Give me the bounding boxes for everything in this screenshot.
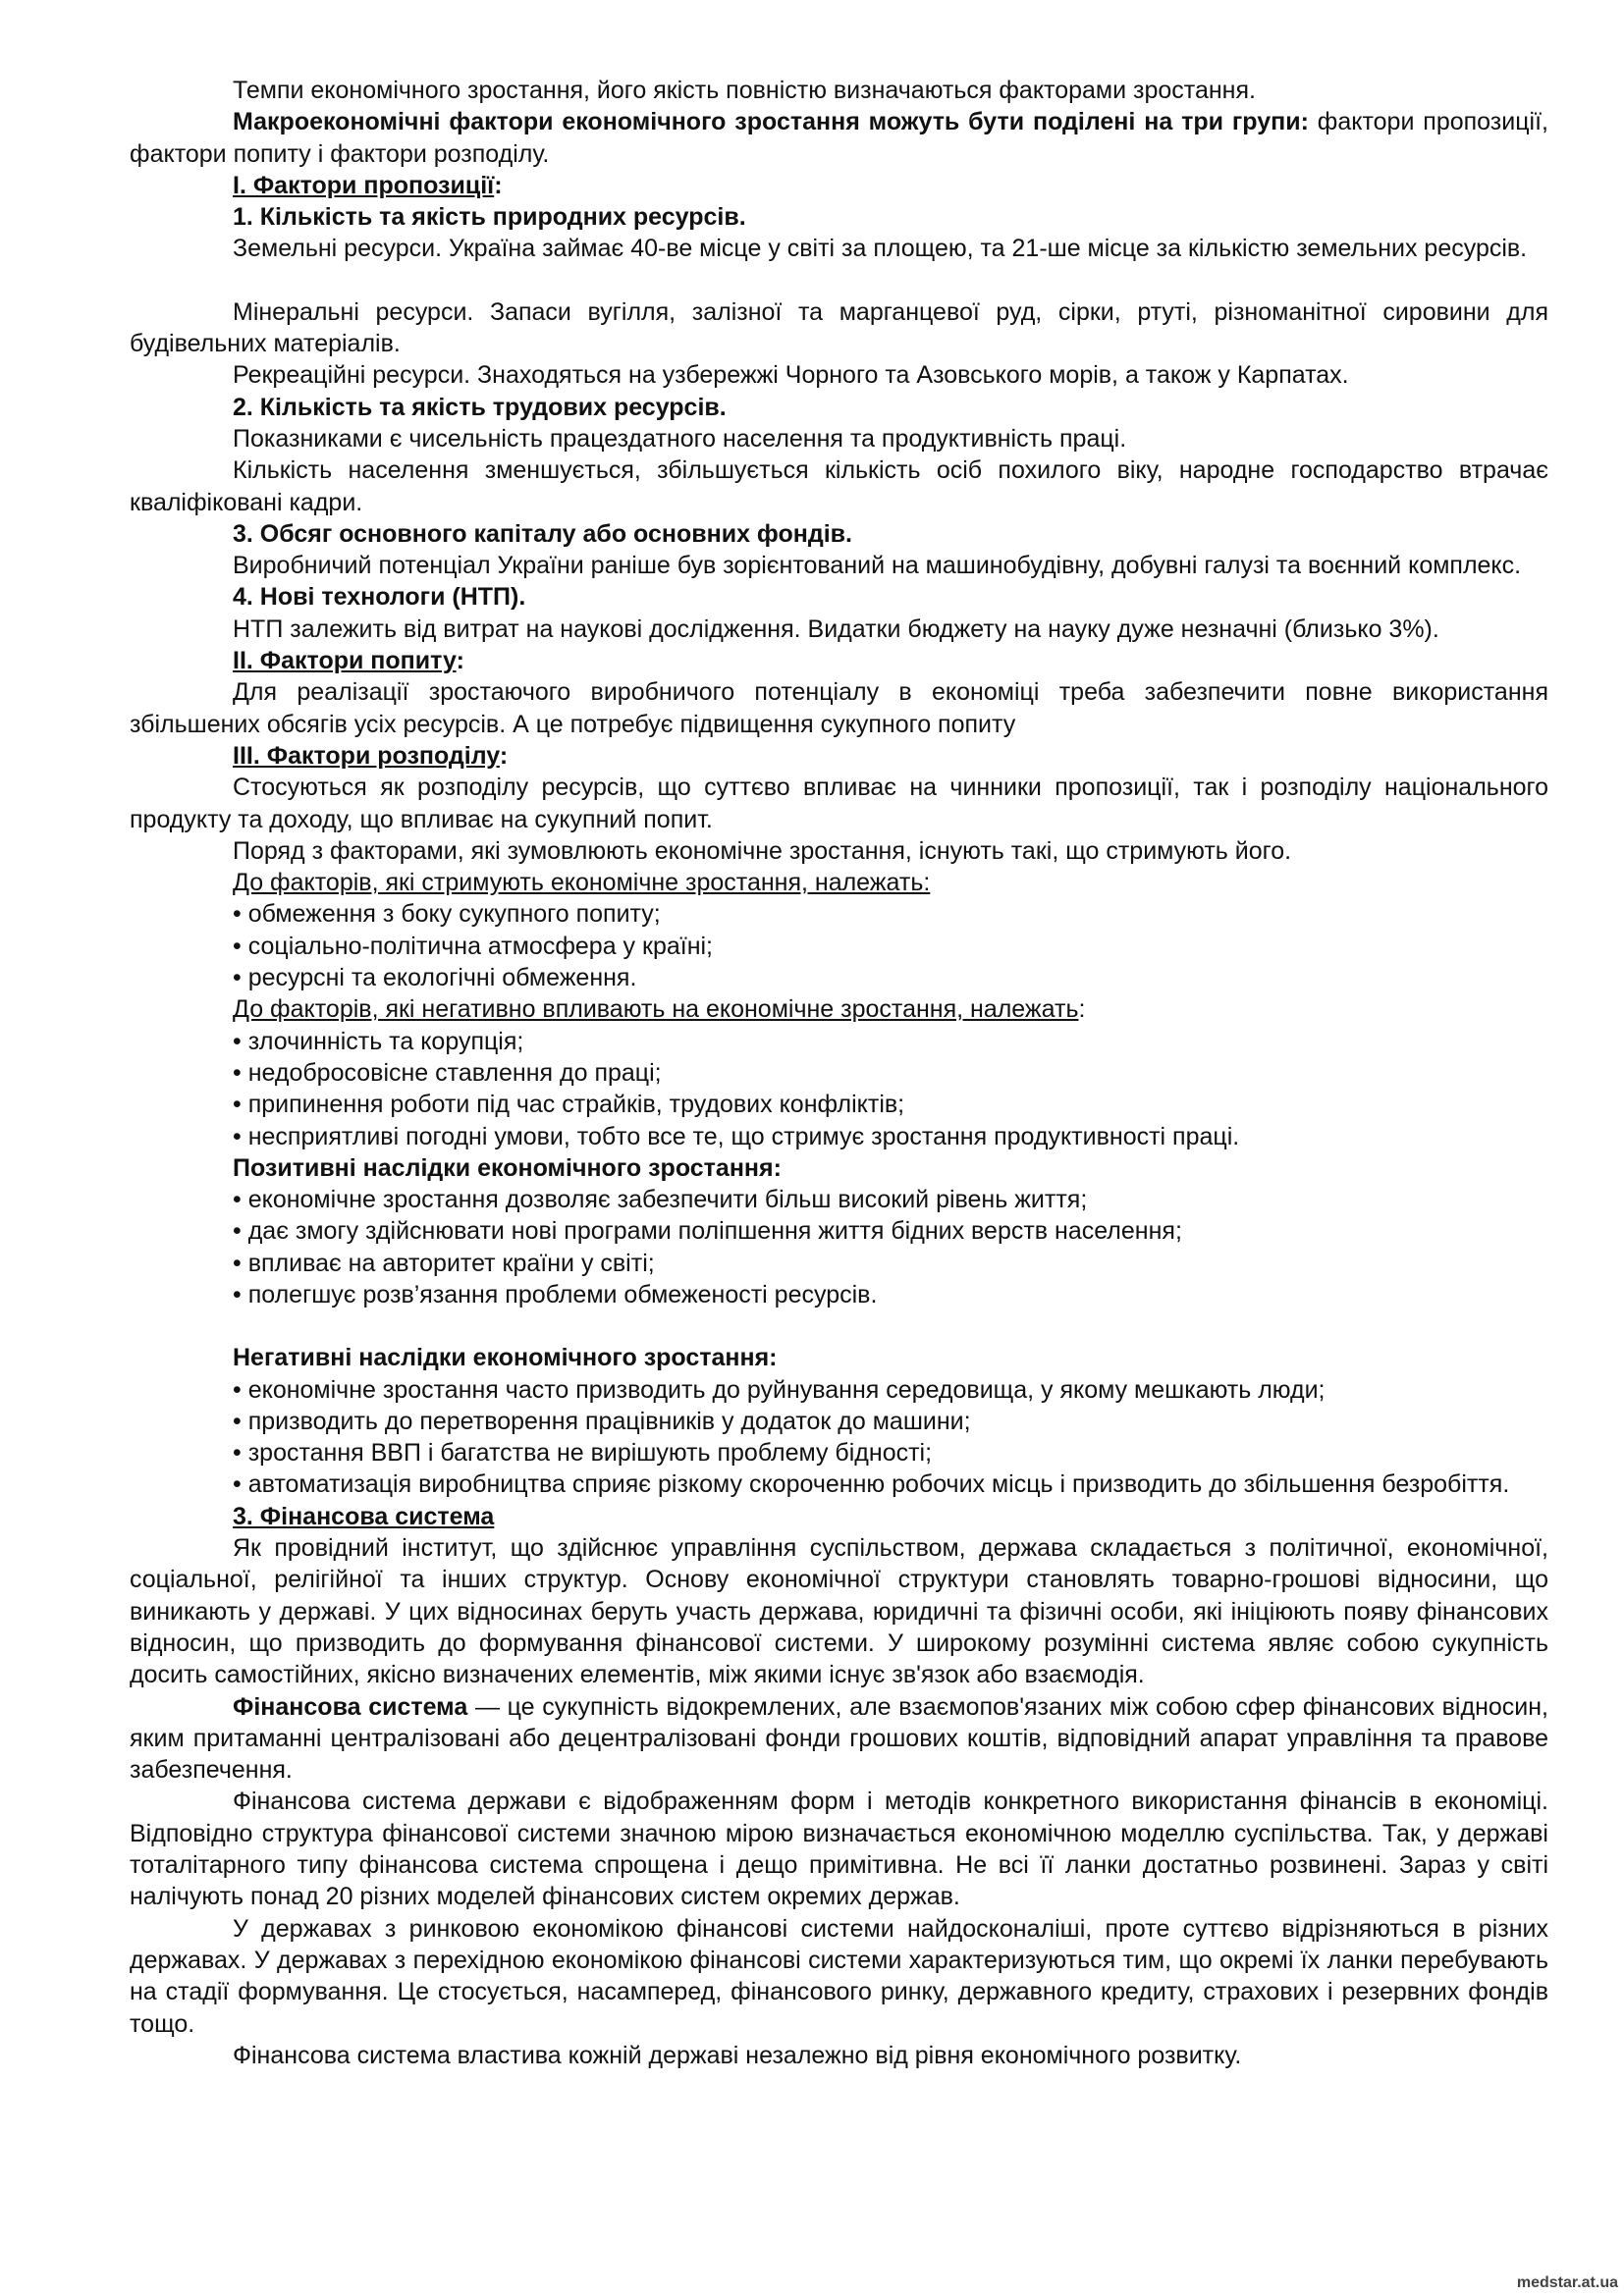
spacer: [130, 1310, 1548, 1342]
section-heading-label: II. Фактори попиту: [233, 647, 457, 675]
defined-term: Фінансова система: [233, 1692, 468, 1721]
colon: :: [494, 171, 503, 199]
list-item: • економічне зростання дозволяє забезпечити більш високий рівень життя;: [233, 1186, 1088, 1214]
subheading: 2. Кількість та якість трудових ресурсів.: [233, 393, 727, 421]
section-heading-label: III. Фактори розподілу: [233, 741, 500, 770]
colon: :: [1078, 995, 1086, 1024]
text-span: — це сукупність відокремлених, але взаємопов'язаних між собою сфер фінансових відносин, яким притаманні централізовані або децентралізовані фонди грошових коштів, відповідний апарат управління та правове забезпечення.: [130, 1692, 1549, 1785]
paragraph: Темпи економічного зростання, його якість повністю визначаються факторами зростання.: [233, 77, 1256, 104]
text-span: фактори пропозиції, фактори попиту і фактори розподілу.: [130, 108, 1548, 168]
list-item: • зростання ВВП і багатства не вирішують проблему бідності;: [233, 1439, 933, 1468]
section-heading-financial-system: [130, 1501, 1548, 1532]
positive-consequences-title: Позитивні наслідки економічного зростання:: [233, 1153, 782, 1182]
paragraph: Рекреаційні ресурси. Знаходяться на узбережжі Чорного та Азовського морів, а також у Карпатах.: [233, 361, 1349, 390]
paragraph: Поряд з факторами, які зумовлюють економічне зростання, існують такі, що стримують його.: [233, 836, 1292, 865]
paragraph: Показниками є чисельність працездатного населення та продуктивність праці.: [233, 424, 1127, 453]
underlined-heading: До факторів, які стримують економічне зростання, належать:: [233, 869, 931, 897]
list-item: • економічне зростання часто призводить до руйнування середовища, у якому мешкають люди;: [233, 1375, 1326, 1404]
paragraph: Стосуються як розподілу ресурсів, що суттєво впливає на чинники пропозиції, так і розподілу національного продукту та доходу, що впливає на сукупний попит.: [130, 774, 1548, 833]
list-item: • полегшує розв’язання проблеми обмеженості ресурсів.: [233, 1280, 878, 1308]
list-item: • злочинність та корупція;: [233, 1027, 524, 1055]
paragraph: У державах з ринковою економікою фінансові системи найдосконаліші, проте суттєво відрізняються в різних державах. У державах з перехідною економікою фінансові системи характеризуються тим, що окремі їх ланки перебувають на стадії формування. Це стосується, насамперед, фінансового ринку, державного кредиту, страхових і резервних фондів тощо.: [130, 1914, 1548, 2038]
paragraph: Мінеральні ресурси. Запаси вугілля, залізної та марганцевої руд, сірки, ртуті, різноманітної сировини для будівельних матеріалів.: [130, 297, 1548, 358]
paragraph: Виробничий потенціал України раніше був зорієнтований на машинобудівну, добувні галузі та воєнний комплекс.: [233, 552, 1522, 580]
list-item: • обмеження з боку сукупного попиту;: [233, 900, 661, 929]
paragraph: Для реалізації зростаючого виробничого потенціалу в економіці треба забезпечити повне використання збільшених обсягів усіх ресурсів. А це потребує підвищення сукупного попиту: [130, 678, 1548, 738]
bold-phrase: Макроекономічні фактори економічного зростання можуть бути поділені на три групи:: [233, 108, 1309, 136]
list-item: • дає змогу здійснювати нові програми поліпшення життя бідних верств населення;: [233, 1217, 1182, 1246]
subheading: 3. Обсяг основного капіталу або основних фондів.: [233, 519, 852, 548]
list-item: • соціально-політична атмосфера у країні;: [233, 932, 714, 960]
paragraph: Як провідний інститут, що здійснює управління суспільством, держава складається з політичної, економічної, соціальної, релігійної та інших структур. Основу економічної структури становлять товарно-грошові відносини, що виникають у державі. У цих відносинах беруть участь держава, юридичні та фізичні особи, які ініціюють появу фінансових відносин, що призводить до формування фінансової системи. У широкому розумінні система являє собою сукупність досить самостійних, якісно визначених елементів, між якими існує зв'язок або взаємодія.: [130, 1534, 1548, 1689]
paragraph: Фінансова система властива кожній державі незалежно від рівня економічного розвитку.: [233, 2041, 1242, 2069]
paragraph: [130, 106, 1548, 170]
list-item: • впливає на авторитет країни у світі;: [233, 1249, 655, 1277]
paragraph: НТП залежить від витрат на наукові дослідження. Видатки бюджету на науку дуже незначні (близько 3%).: [233, 614, 1439, 643]
colon: :: [499, 741, 509, 770]
section-heading-distribution: [130, 740, 1548, 772]
list-heading: [130, 993, 1548, 1025]
list-heading: [130, 867, 1548, 898]
list-item: • припинення роботи під час страйків, трудових конфліктів;: [233, 1091, 905, 1119]
document-body: [130, 75, 1548, 2071]
list-item: • призводить до перетворення працівників у додаток до машини;: [233, 1407, 971, 1435]
section-heading-supply: [130, 170, 1548, 201]
paragraph: Земельні ресурси. Україна займає 40-ве місце у світі за площею, та 21-ше місце за кількістю земельних ресурсів.: [233, 235, 1528, 263]
definition-paragraph: [130, 1691, 1548, 1787]
site-watermark: medstar.at.ua: [1516, 2274, 1618, 2291]
section-heading-label: 3. Фінансова система: [233, 1502, 495, 1530]
section-heading-demand: [130, 645, 1548, 676]
paragraph: Фінансова система держави є відображенням форм і методів конкретного використання фінансів в економіці. Відповідно структура фінансової системи значною мірою визначається економічною моделлю суспільства. Так, у державі тоталітарного типу фінансова система спрощена і дещо примітивна. Не всі її ланки достатньо розвинені. Зараз у світі налічують понад 20 різних моделей фінансових систем окремих держав.: [130, 1788, 1548, 1911]
paragraph: Кількість населення зменшується, збільшується кількість осіб похилого віку, народне господарство втрачає кваліфіковані кадри.: [130, 456, 1548, 516]
spacer: [130, 265, 1548, 296]
list-item: • недобросовісне ставлення до праці;: [233, 1058, 662, 1087]
list-item: • автоматизація виробництва сприяє різкому скороченню робочих місць і призводить до збільшення безробіття.: [233, 1470, 1510, 1499]
list-item: • несприятливі погодні умови, тобто все те, що стримує зростання продуктивності праці.: [233, 1122, 1240, 1150]
subheading: 1. Кількість та якість природних ресурсів.: [233, 203, 746, 232]
colon: :: [456, 647, 464, 675]
section-heading-label: I. Фактори пропозиції: [233, 171, 495, 199]
negative-consequences-title: Негативні наслідки економічного зростання:: [233, 1344, 778, 1372]
underlined-heading: До факторів, які негативно впливають на економічне зростання, належать: [233, 995, 1079, 1024]
list-item: • ресурсні та екологічні обмеження.: [233, 964, 637, 992]
subheading: 4. Нові технологи (НТП).: [233, 583, 526, 612]
